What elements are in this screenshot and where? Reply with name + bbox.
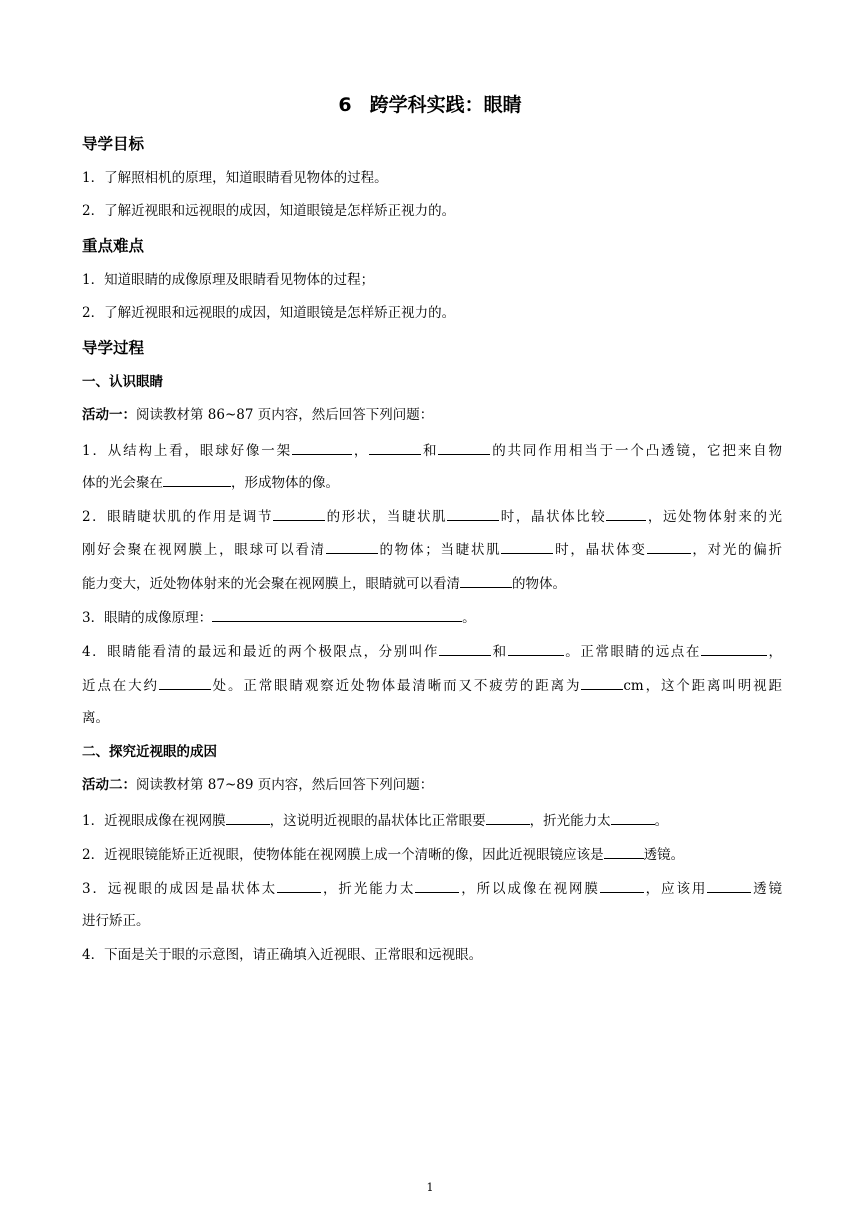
key-point-item-2: 2．了解近视眼和远视眼的成因，知道眼镜是怎样矫正视力的。 xyxy=(82,305,456,321)
activity2-label: 活动二： xyxy=(82,777,136,793)
answer-blank[interactable] xyxy=(292,440,352,455)
activity1-text: 阅读教材第 86~87 页内容，然后回答下列问题： xyxy=(136,407,434,423)
page-number: 1 xyxy=(426,1181,434,1194)
answer-blank[interactable] xyxy=(273,506,325,521)
answer-blank[interactable] xyxy=(611,810,655,825)
answer-blank[interactable] xyxy=(415,878,459,893)
s1-q3-line: 3．眼睛的成像原理： 。 xyxy=(82,607,782,628)
answer-blank[interactable] xyxy=(486,810,530,825)
s1-q4-line2: 近点在大约 处。正常眼睛观察近处物体最清晰而又不疲劳的距离为 cm，这个距离叫明视距 xyxy=(82,675,782,696)
activity2-text: 阅读教材第 87~89 页内容，然后回答下列问题： xyxy=(136,777,434,793)
key-points-heading: 重点难点 xyxy=(82,237,145,255)
answer-blank[interactable] xyxy=(447,506,499,521)
goals-heading: 导学目标 xyxy=(82,135,145,153)
s1-q1-line2: 体的光会聚在 ，形成物体的像。 xyxy=(82,472,782,493)
answer-blank[interactable] xyxy=(438,440,490,455)
answer-blank[interactable] xyxy=(600,878,644,893)
answer-blank[interactable] xyxy=(604,844,644,859)
goal-item-2: 2．了解近视眼和远视眼的成因，知道眼镜是怎样矫正视力的。 xyxy=(82,203,456,219)
title-number: 6 xyxy=(338,94,352,116)
answer-blank[interactable] xyxy=(212,607,462,622)
answer-blank[interactable] xyxy=(277,878,321,893)
answer-blank[interactable] xyxy=(226,810,270,825)
section2-heading: 二、探究近视眼的成因 xyxy=(82,744,217,760)
s2-q3-line1: 3．远视眼的成因是晶状体太 ，折光能力太 ，所以成像在视网膜 ，应该用 透镜 xyxy=(82,878,782,899)
answer-blank[interactable] xyxy=(163,472,231,487)
s2-q4-line: 4．下面是关于眼的示意图，请正确填入近视眼、正常眼和远视眼。 xyxy=(82,947,483,963)
title-text: 跨学科实践：眼睛 xyxy=(369,94,522,116)
s1-q2-line1: 2．眼睛睫状肌的作用是调节 的形状，当睫状肌 时，晶状体比较 ，远处物体射来的光 xyxy=(82,506,782,527)
s1-q4-line1: 4．眼睛能看清的最远和最近的两个极限点，分别叫作 和 。正常眼睛的远点在 ， xyxy=(82,641,782,662)
s2-q1-line: 1．近视眼成像在视网膜 ，这说明近视眼的晶状体比正常眼要 ，折光能力太 。 xyxy=(82,810,782,831)
s2-q3-line2: 进行矫正。 xyxy=(82,913,150,929)
answer-blank[interactable] xyxy=(606,506,646,521)
answer-blank[interactable] xyxy=(326,539,378,554)
answer-blank[interactable] xyxy=(707,878,751,893)
answer-blank[interactable] xyxy=(508,641,564,656)
key-point-item-1: 1．知道眼睛的成像原理及眼睛看见物体的过程； xyxy=(82,272,375,288)
answer-blank[interactable] xyxy=(159,675,211,690)
answer-blank[interactable] xyxy=(647,539,691,554)
s1-q1-line1: 1．从结构上看，眼球好像一架 ， 和 的共同作用相当于一个凸透镜，它把来自物 xyxy=(82,440,782,461)
page-title xyxy=(0,91,860,119)
goal-item-1: 1．了解照相机的原理，知道眼睛看见物体的过程。 xyxy=(82,170,388,186)
s2-q2-line: 2．近视眼镜能矫正近视眼，使物体能在视网膜上成一个清晰的像，因此近视眼镜应该是 透镜。 xyxy=(82,844,782,865)
activity2-line xyxy=(82,775,782,795)
answer-blank[interactable] xyxy=(501,539,553,554)
activity1-line xyxy=(82,405,782,425)
s1-q2-line2: 刚好会聚在视网膜上，眼球可以看清 的物体；当睫状肌 时，晶状体变 ，对光的偏折 xyxy=(82,539,782,560)
s1-q2-line3: 能力变大，近处物体射来的光会聚在视网膜上，眼睛就可以看清 的物体。 xyxy=(82,573,782,594)
answer-blank[interactable] xyxy=(369,440,421,455)
answer-blank[interactable] xyxy=(439,641,491,656)
activity1-label: 活动一： xyxy=(82,407,136,423)
answer-blank[interactable] xyxy=(581,675,623,690)
answer-blank[interactable] xyxy=(701,641,767,656)
answer-blank[interactable] xyxy=(460,573,512,588)
s1-q4-line3: 离。 xyxy=(82,710,109,726)
process-heading: 导学过程 xyxy=(82,339,145,357)
section1-heading: 一、认识眼睛 xyxy=(82,374,163,390)
